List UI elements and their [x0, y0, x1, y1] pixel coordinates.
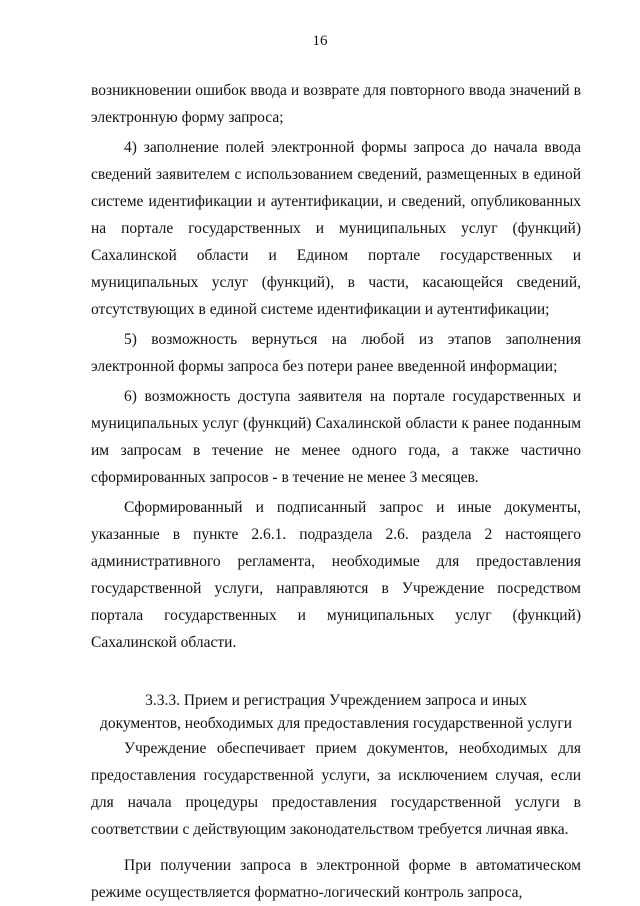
paragraph-reception: Учреждение обеспечивает прием документов, необходимых для предоставления государственной услуги, за исключением случая, если для начала процедуры предоставления государственной услуги в соответствии с действующим законодательством требуется личная явка. [91, 740, 581, 838]
paragraph-item-5: 5) возможность вернуться на любой из этапов заполнения электронной формы запроса без потери ранее введенной информации; [91, 331, 581, 375]
section-heading [91, 689, 581, 735]
page-number: 16 [312, 33, 328, 49]
paragraph-submission: Сформированный и подписанный запрос и иные документы, указанные в пункте 2.6.1. подраздела 2.6. раздела 2 настоящего административного регламента, необходимые для предоставления государственной услуги, направляются в Учреждение посредством портала государственных и муниципальных услуг (функций) Сахалинской области. [91, 499, 581, 651]
section-heading-line-1: 3.3.3. Прием и регистрация Учреждением запроса и иных [145, 692, 527, 709]
paragraph-format-control: При получении запроса в электронной форме в автоматическом режиме осуществляется форматно-логический контроль запроса, [91, 857, 581, 901]
paragraph-continuation: возникновении ошибок ввода и возврате для повторного ввода значений в электронную форму запроса; [91, 82, 581, 126]
document-body [91, 77, 581, 906]
section-heading-line-2: документов, необходимых для предоставления государственной услуги [99, 715, 573, 732]
paragraph-item-6: 6) возможность доступа заявителя на портале государственных и муниципальных услуг (функций) Сахалинской области к ранее поданным им запросам в течение не менее одного года, а также частично сформированных запросов - в течение не менее 3 месяцев. [91, 388, 581, 486]
paragraph-item-4: 4) заполнение полей электронной формы запроса до начала ввода сведений заявителем с использованием сведений, размещенных в единой системе идентификации и аутентификации, и сведений, опубликованных на портале государственных и муниципальных услуг (функций) Сахалинской области и Едином портале государственных и муниципальных услуг (функций), в части, касающейся сведений, отсутствующих в единой системе идентификации и аутентификации; [91, 139, 581, 318]
